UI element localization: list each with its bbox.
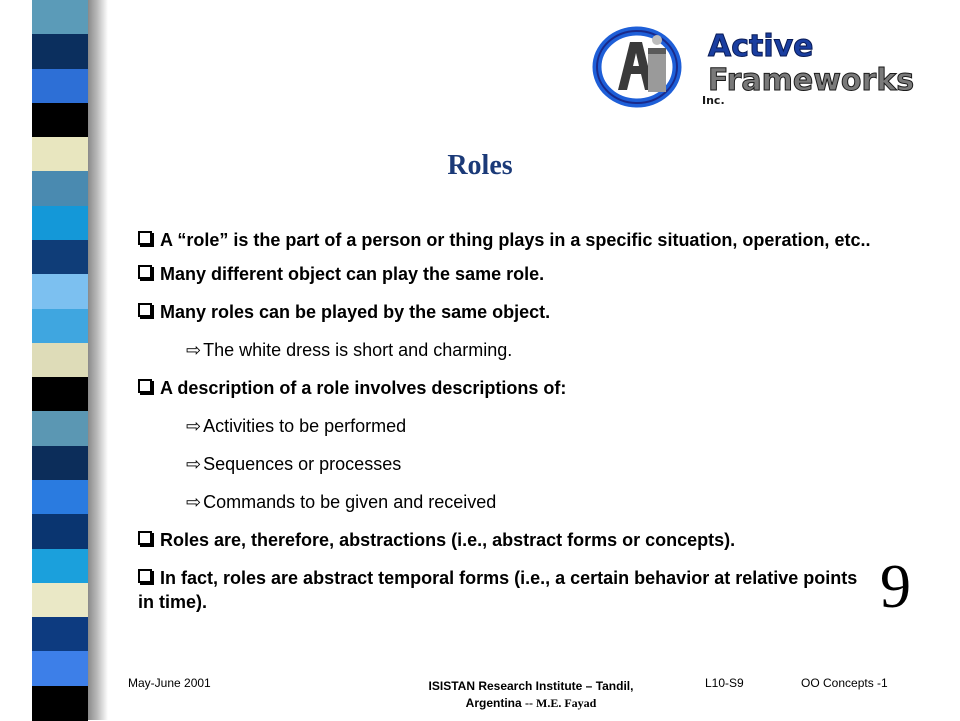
footer-institute-name: ISISTAN Research Institute – Tandil, Argentina — [428, 679, 634, 710]
sub-bullet-item — [186, 452, 878, 476]
slide-number: 9 — [880, 553, 911, 621]
stripe-block — [32, 446, 88, 481]
sub-bullet-item — [186, 338, 878, 362]
bullet-text: Activities to be performed — [203, 416, 407, 436]
checkbox-bullet-icon — [138, 379, 152, 393]
checkbox-bullet-icon — [138, 231, 152, 245]
stripe-block — [32, 274, 88, 309]
checkbox-bullet-icon — [138, 531, 152, 545]
bullet-item — [138, 300, 878, 324]
bullet-text: The white dress is short and charming. — [203, 340, 513, 360]
svg-text:Inc.: Inc. — [702, 94, 725, 107]
stripe-block — [32, 617, 88, 652]
bullet-text: Many roles can be played by the same object. — [160, 302, 551, 322]
stripe-block — [32, 34, 88, 69]
bullet-item — [138, 528, 878, 552]
bullet-text: A description of a role involves descriptions of: — [160, 378, 567, 398]
arrow-bullet-icon: ⇨ — [186, 454, 202, 474]
stripe-block — [32, 514, 88, 549]
bullet-text: Commands to be given and received — [203, 492, 497, 512]
footer-author: -- M.E. Fayad — [525, 696, 597, 710]
stripe-block — [32, 240, 88, 275]
stripe-block — [32, 343, 88, 378]
stripe-block — [32, 686, 88, 721]
footer-date: May-June 2001 — [128, 676, 211, 690]
slide-content — [138, 228, 878, 628]
arrow-bullet-icon: ⇨ — [186, 492, 202, 512]
bullet-item — [138, 262, 878, 286]
bullet-item — [138, 228, 878, 252]
decorative-stripe — [0, 0, 108, 720]
footer-institute — [400, 678, 662, 712]
stripe-block — [32, 309, 88, 344]
stripe-block — [32, 583, 88, 618]
checkbox-bullet-icon — [138, 303, 152, 317]
bullet-text: In fact, roles are abstract temporal forms (i.e., a certain behavior at relative points in time). — [138, 568, 858, 612]
stripe-block — [32, 411, 88, 446]
sub-bullet-item — [186, 414, 878, 438]
bullet-text: Roles are, therefore, abstractions (i.e., abstract forms or concepts). — [160, 530, 736, 550]
bullet-text: Many different object can play the same role. — [160, 264, 545, 284]
stripe-block — [32, 69, 88, 104]
slide-title: Roles — [447, 150, 513, 181]
stripe-block — [32, 0, 88, 35]
checkbox-bullet-icon — [138, 569, 152, 583]
arrow-bullet-icon: ⇨ — [186, 416, 202, 436]
stripe-block — [32, 549, 88, 584]
svg-text:Frameworks: Frameworks — [708, 63, 915, 98]
bullet-text: Sequences or processes — [203, 454, 402, 474]
checkbox-bullet-icon — [138, 265, 152, 279]
stripe-block — [32, 206, 88, 241]
footer-slide-code: L10-S9 — [705, 676, 744, 690]
stripe-block — [32, 377, 88, 412]
bullet-item — [138, 566, 878, 614]
bullet-text: A “role” is the part of a person or thing plays in a specific situation, operation, etc.. — [160, 230, 871, 250]
active-frameworks-logo — [590, 22, 935, 112]
footer-course: OO Concepts -1 — [801, 676, 888, 690]
sub-bullet-item — [186, 490, 878, 514]
stripe-block — [32, 480, 88, 515]
svg-text:Active: Active — [708, 29, 814, 64]
bullet-item — [138, 376, 878, 400]
stripe-block — [32, 651, 88, 686]
stripe-block — [32, 103, 88, 138]
arrow-bullet-icon: ⇨ — [186, 340, 202, 360]
